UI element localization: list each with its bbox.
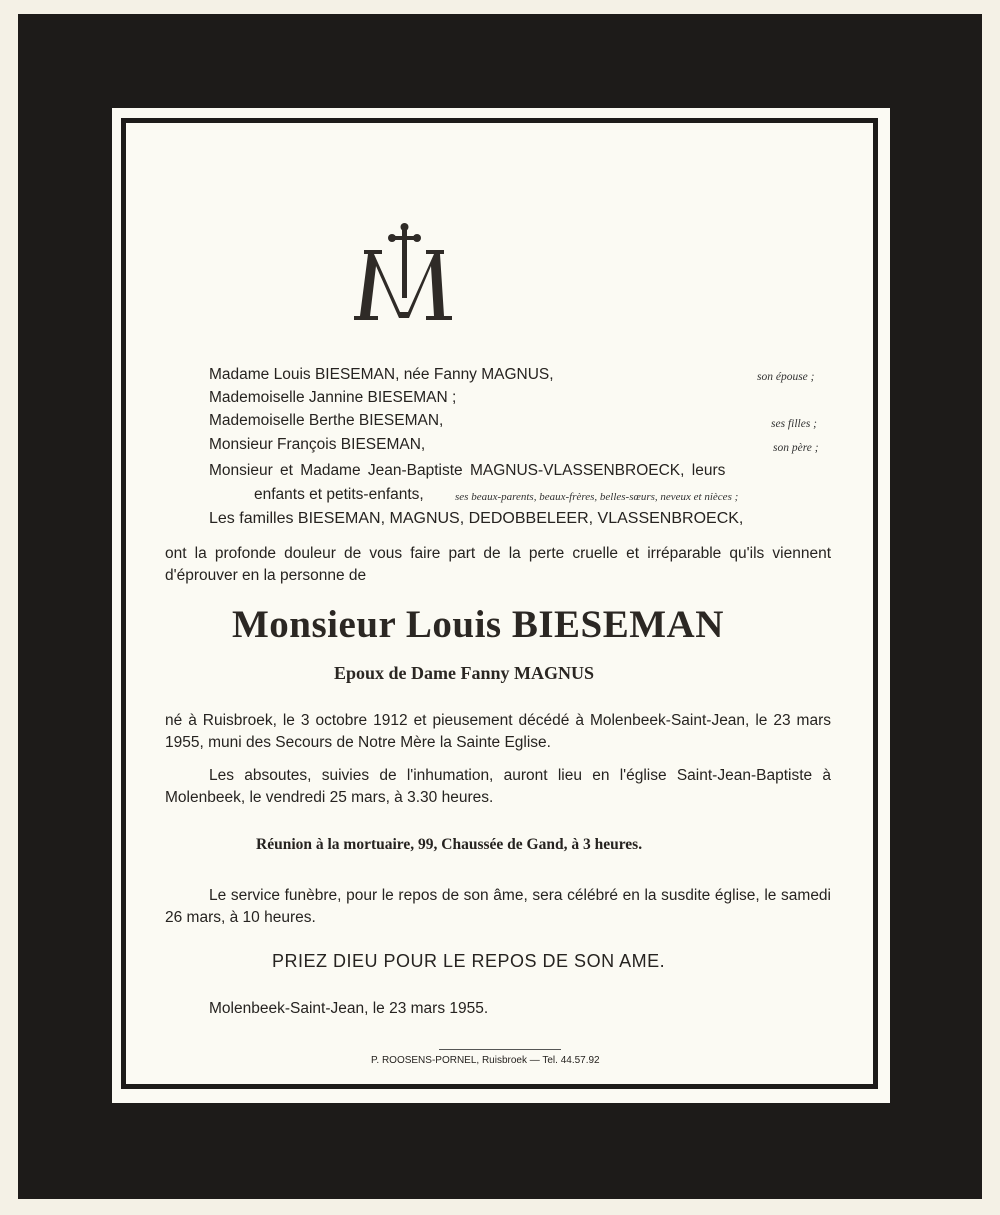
family-role-3: ses filles ; [771,418,817,430]
printer-imprint: P. ROOSENS-PORNEL, Ruisbroek — Tel. 44.57.92 [371,1055,600,1066]
family-line-4: Monsieur François BIESEMAN, [209,436,426,453]
family-role-6: ses beaux-parents, beaux-frères, belles-sœurs, neveux et nièces ; [455,491,739,503]
reunion-line: Réunion à la mortuaire, 99, Chaussée de Gand, à 3 heures. [256,836,643,853]
service-paragraph: Le service funèbre, pour le repos de son âme, sera célébré en la susdite église, le samedi 26 mars, à 10 heures. [165,887,831,926]
family-line-3: Mademoiselle Berthe BIESEMAN, [209,412,444,429]
family-role-4: son père ; [773,442,819,454]
place-date: Molenbeek-Saint-Jean, le 23 mars 1955. [209,1000,489,1017]
funeral-paragraph: Les absoutes, suivies de l'inhumation, auront lieu en l'église Saint-Jean-Baptiste à Molenbeek, le vendredi 25 mars, à 3.30 heures. [165,767,831,806]
family-line-5: Monsieur et Madame Jean-Baptiste MAGNUS-VLASSENBROECK, leurs [209,462,726,479]
family-role-1: son épouse ; [757,371,815,383]
family-line-2: Mademoiselle Jannine BIESEMAN ; [209,389,457,406]
marian-monogram-icon [352,222,456,322]
deceased-spouse: Epoux de Dame Fanny MAGNUS [334,663,595,683]
family-line-1: Madame Louis BIESEMAN, née Fanny MAGNUS, [209,366,554,383]
deceased-name: Monsieur Louis BIESEMAN [232,603,724,646]
family-line-7: Les familles BIESEMAN, MAGNUS, DEDOBBELEER, VLASSENBROECK, [209,510,744,527]
intro-paragraph: ont la profonde douleur de vous faire part de la perte cruelle et irréparable qu'ils viennent d'éprouver en la personne de [165,545,831,584]
prayer-line: PRIEZ DIEU POUR LE REPOS DE SON AME. [272,951,666,971]
printer-divider [439,1049,561,1050]
birth-death-paragraph: né à Ruisbroek, le 3 octobre 1912 et pieusement décédé à Molenbeek-Saint-Jean, le 23 mars 1955, muni des Secours de Notre Mère la Sainte Eglise. [165,712,831,751]
family-line-6: enfants et petits-enfants, [254,486,424,503]
